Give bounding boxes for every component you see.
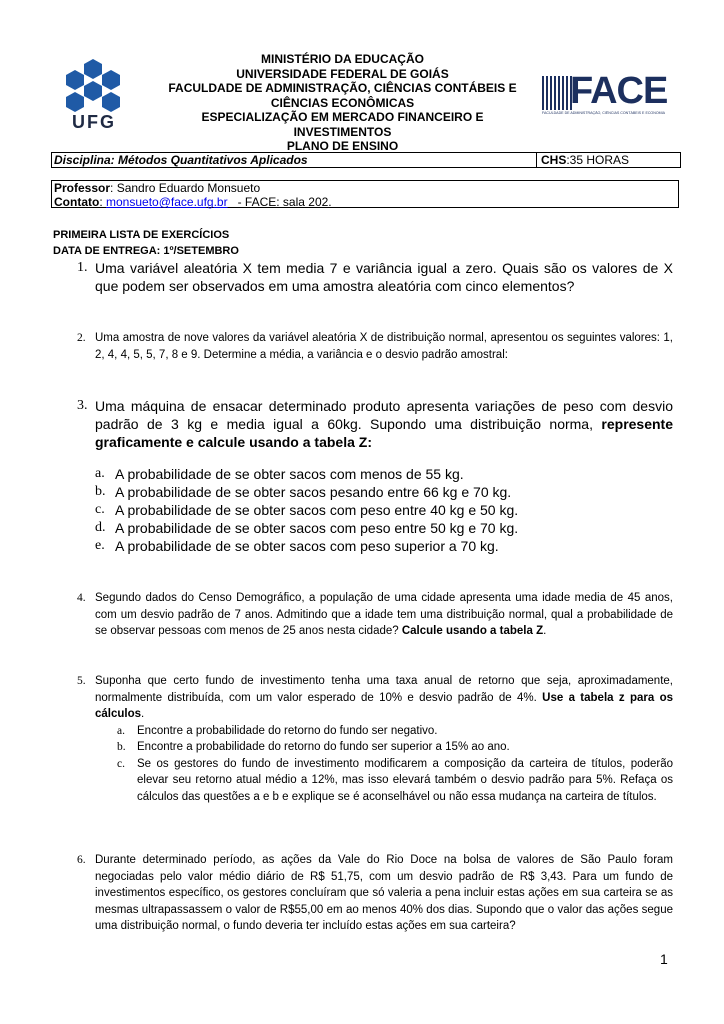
professor-line [54,181,678,195]
box-divider [536,153,537,167]
item-letter: a. [95,466,105,481]
list-item [95,501,673,519]
item-text: A probabilidade de se obter sacos com peso superior a 70 kg. [115,538,499,554]
ufg-logo-text: UFG [72,112,116,132]
item-text: Encontre a probabilidade do retorno do fundo ser negativo. [137,724,438,737]
section-title: PRIMEIRA LISTA DE EXERCÍCIOS [53,229,230,241]
question-number: 5. [77,675,86,687]
question-text [95,590,673,640]
list-item [117,756,673,806]
list-item [117,723,673,740]
professor-box [51,180,679,208]
question-emphasis: Calcule usando a tabela Z [401,625,544,637]
discipline-box [51,152,681,168]
discipline-label: Disciplina: Métodos Quantitativos Aplicados [54,153,308,167]
question-6 [55,852,673,935]
question-number: 6. [77,854,86,866]
question-number: 2. [77,332,86,344]
question-text [95,397,673,451]
question-5 [55,673,673,805]
list-item [117,739,673,756]
contact-email-link[interactable]: monsueto@face.ufg.br [106,195,228,209]
question-3 [55,397,673,555]
header-line: PLANO DE ENSINO [286,139,399,153]
item-text: A probabilidade de se obter sacos pesando entre 66 kg e 70 kg. [115,484,512,500]
chs-value: :35 HORAS [566,153,630,167]
contact-colon: : [99,195,106,209]
professor-value: : Sandro Eduardo Monsueto [110,181,261,195]
item-letter: e. [95,538,105,553]
question-4 [55,590,673,640]
item-text: A probabilidade de se obter sacos com menos de 55 kg. [115,466,464,482]
item-text: A probabilidade de se obter sacos com peso entre 50 kg e 70 kg. [115,520,519,536]
question-text-plain: Segundo dados do Censo Demográfico, a população de uma cidade apresenta uma idade media de 45 anos, com um desvio padrão de 7 anos. Admitindo que a idade tem uma distribuição normal, qual a probabilidade de se observar pessoas com menos de 25 anos nesta cidade? [95,592,673,637]
item-letter: c. [95,502,105,517]
contact-label: Contato [54,195,100,209]
page-number: 1 [660,951,668,967]
question-2 [55,330,673,363]
list-item [95,537,673,555]
face-logo-text: FACE [570,70,668,112]
header-line: CIÊNCIAS ECONÔMICAS [270,95,415,110]
face-logo [542,70,680,118]
question-1 [55,259,673,295]
question-text: Durante determinado período, as ações da Vale do Rio Doce na bolsa de valores de São Paulo foram negociadas pelo valor médio diário de R$ 51,75, com um desvio padrão de R$ 3,43. Para um fundo de investimentos específico, os gestores concluíram que só valeria a pena incluir estas ações em sua carteira se as mesmas ultrapassassem o valor de R$55,00 em ao menos 40% dos dias. Supondo que o valor das ações segue uma distribuição normal, o fundo deveria ter incluído estas ações em sua carteira? [95,854,673,932]
question-text-plain: Suponha que certo fundo de investimento tenha uma taxa anual de retorno que seja, aproximadamente, normalmente distribuída, com um valor esperado de 10% e desvio padrão de 4%. [95,675,673,704]
item-letter: a. [117,724,125,737]
ufg-logo [62,57,124,132]
item-text: Se os gestores do fundo de investimento modificarem a composição da carteira de títulos, poderão elevar seu retorno atual médio a 12%, mas isso elevará também o desvio padrão para 5%. Refaça os cálculos das questões a e b e explique se é aconselhável ou não essa mudança na carteira de títulos. [137,757,673,803]
question-text: Uma variável aleatória X tem media 7 e variância igual a zero. Quais são os valores de X que podem ser observados em uma amostra aleatória com cinco elementos? [95,260,673,294]
question-text: Uma amostra de nove valores da variável aleatória X de distribuição normal, apresentou os seguintes valores: 1, 2, 4, 4, 5, 5, 7, 8 e 9. Determine a média, a variância e o desvio padrão amostral: [95,332,673,361]
delivery-date: DATA DE ENTREGA: 1º/SETEMBRO [53,245,239,257]
face-stripes-icon [542,76,572,110]
question-number: 4. [77,592,86,604]
contact-room: - FACE: sala 202. [227,195,332,209]
item-letter: b. [95,484,106,499]
item-letter: c. [117,757,125,770]
header-line: MINISTÉRIO DA EDUCAÇÃO [261,52,424,66]
item-letter: d. [95,520,106,535]
header-line: INVESTIMENTOS [293,124,392,139]
question-emphasis: represente graficamente e calcule usando a tabela Z: [95,416,673,450]
question-text-end: . [543,625,547,637]
question-emphasis: Use a tabela z para os cálculos [95,691,673,720]
header-line: ESPECIALIZAÇÃO EM MERCADO FINANCEIRO E [201,110,484,124]
section-heading [53,227,239,259]
question-number: 3. [77,398,88,413]
question-text-end: . [141,708,145,720]
question-5-items [117,723,673,806]
list-item [95,483,673,501]
question-3-items [95,465,673,555]
header-line: UNIVERSIDADE FEDERAL DE GOIÁS [236,66,449,81]
list-item [95,465,673,483]
question-text [95,673,673,723]
item-letter: b. [117,741,126,753]
question-number: 1. [77,260,88,275]
contact-line [54,195,678,209]
face-logo-subtitle: FACULDADE DE ADMINISTRAÇÃO, CIÊNCIAS CONTÁBEIS E ECONOMIA [542,111,666,115]
chs-label: CHS [541,153,567,167]
item-text: Encontre a probabilidade do retorno do fundo ser superior a 15% ao ano. [137,741,510,753]
list-item [95,519,673,537]
question-text-plain: Uma máquina de ensacar determinado produto apresenta variações de peso com desvio padrão de 3 kg e media igual a 60kg. Supondo uma distribuição norma, [95,398,673,432]
item-text: A probabilidade de se obter sacos com peso entre 40 kg e 50 kg. [115,502,519,518]
header-line: FACULDADE DE ADMINISTRAÇÃO, CIÊNCIAS CONTÁBEIS E [168,81,517,95]
professor-label: Professor [54,181,111,195]
chs-field [541,153,629,167]
document-header [160,52,525,154]
